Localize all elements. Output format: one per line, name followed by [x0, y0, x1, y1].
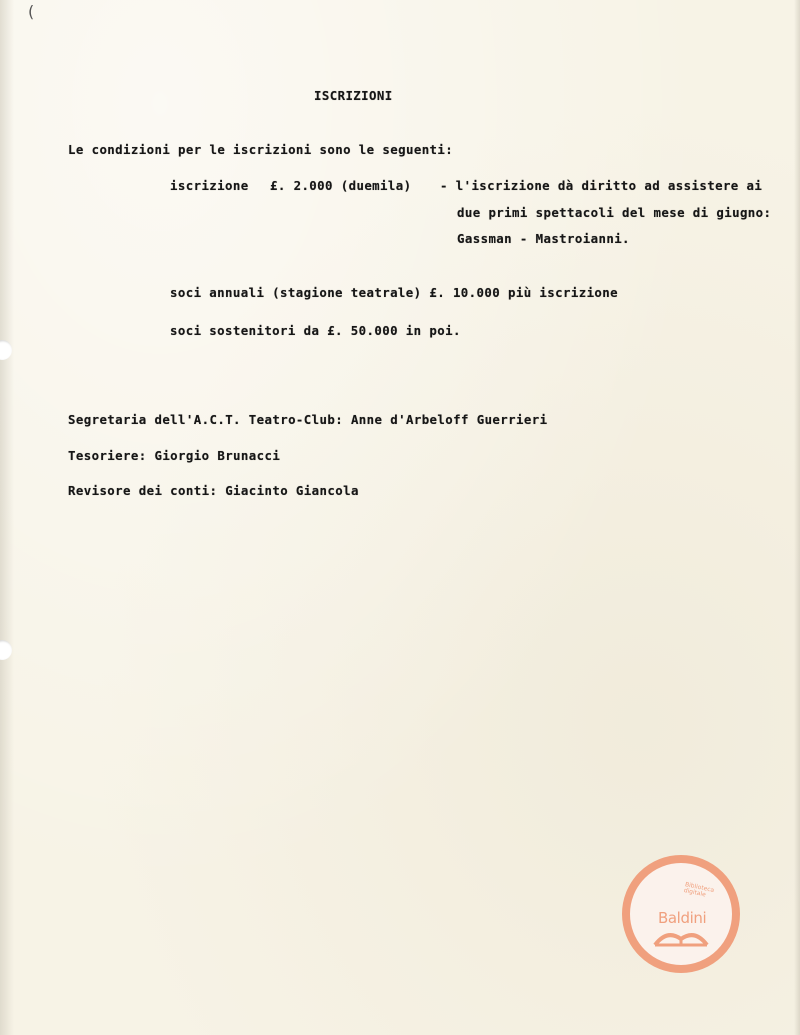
document-title: ISCRIZIONI: [314, 88, 393, 103]
supporting-members-line: soci sostenitori da £. 50.000 in poi.: [170, 323, 461, 338]
stamp-small-text: Biblioteca digitale: [683, 881, 715, 899]
treasurer-line: Tesoriere: Giorgio Brunacci: [68, 448, 281, 463]
auditor-line: Revisore dei conti: Giacinto Giancola: [68, 483, 359, 498]
margin-mark-top: (: [28, 2, 35, 21]
fee-description-line-2: due primi spettacoli del mese di giugno:: [457, 205, 772, 220]
open-book-icon: [652, 925, 710, 947]
intro-line: Le condizioni per le iscrizioni sono le seguenti:: [68, 142, 454, 157]
stamp-word: Baldini: [658, 909, 707, 927]
secretary-line: Segretaria dell'A.C.T. Teatro-Club: Anne d'Arbeloff Guerrieri: [68, 412, 548, 427]
fee-description-line-1: - l'iscrizione dà diritto ad assistere ai: [440, 178, 763, 193]
page-right-edge: [794, 0, 800, 1035]
baldini-library-stamp: [622, 855, 740, 973]
page-left-shadow: [0, 0, 14, 1035]
fee-label: iscrizione: [170, 178, 249, 193]
annual-members-line: soci annuali (stagione teatrale) £. 10.000 più iscrizione: [170, 285, 619, 300]
fee-description-line-3: Gassman - Mastroianni.: [457, 231, 630, 246]
fee-amount: £. 2.000 (duemila): [270, 178, 412, 193]
